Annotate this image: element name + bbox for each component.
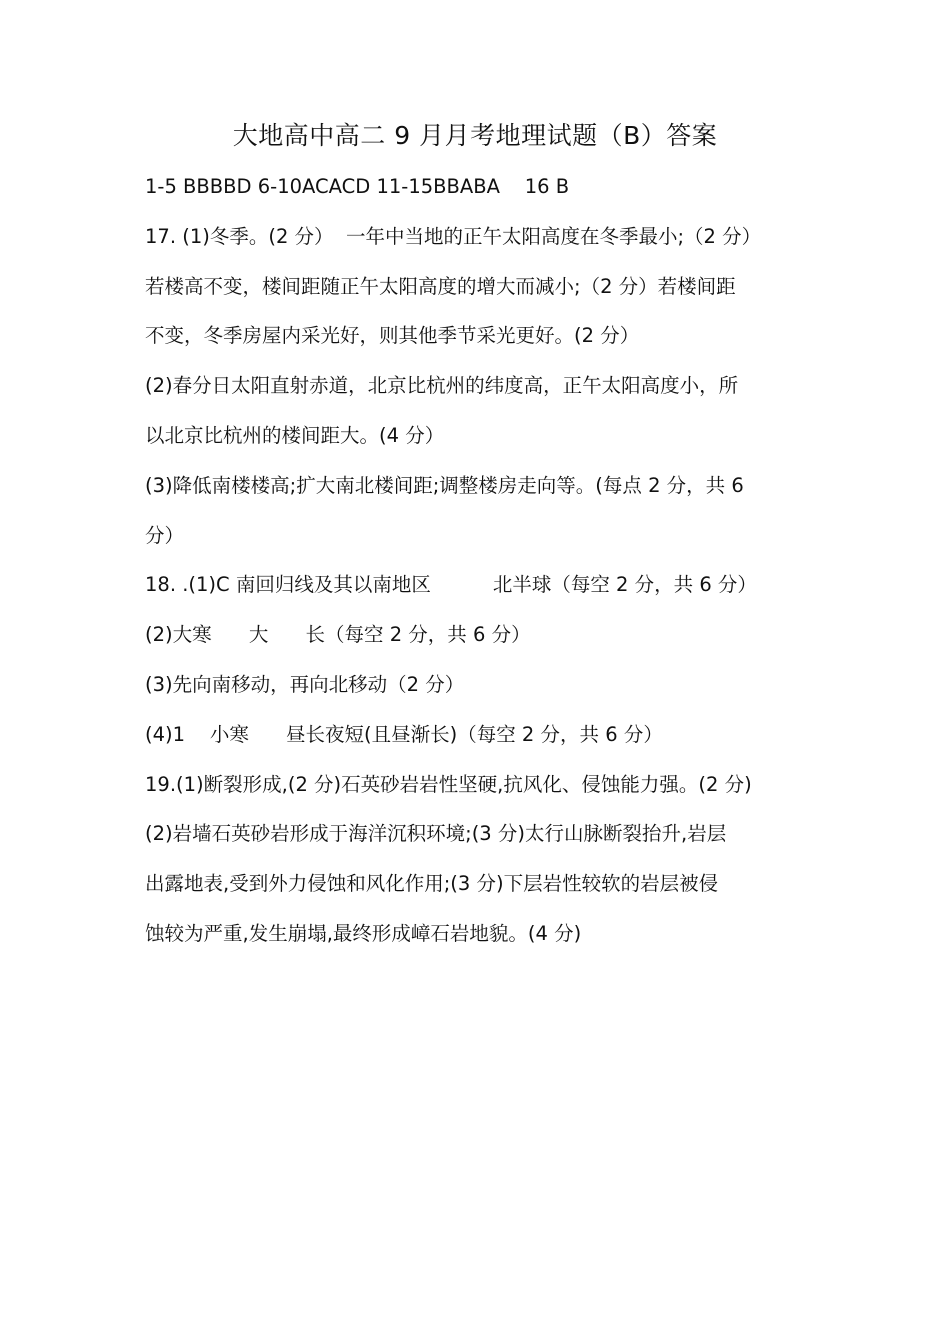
answer-line-18-1: 18. .(1)C 南回归线及其以南地区 北半球（每空 2 分，共 6 分） bbox=[145, 573, 757, 597]
answer-line-19-2-end: 蚀较为严重,发生崩塌,最终形成嶂石岩地貌。(4 分) bbox=[145, 921, 582, 945]
answer-line-17-2-end: 以北京比杭州的楼间距大。(4 分） bbox=[145, 423, 445, 447]
answer-line-19-2-cont: 出露地表,受到外力侵蚀和风化作用;(3 分)下层岩性较软的岩层被侵 bbox=[145, 872, 719, 896]
answer-line-17-1-cont: 若楼高不变，楼间距随正午太阳高度的增大而减小;（2 分）若楼间距 bbox=[145, 274, 736, 298]
answer-line-19-2: (2)岩墙石英砂岩形成于海洋沉积环境;(3 分)太行山脉断裂抬升,岩层 bbox=[145, 822, 727, 846]
answer-line-19-1: 19.(1)断裂形成,(2 分)石英砂岩岩性坚硬,抗风化、侵蚀能力强。(2 分) bbox=[145, 772, 752, 796]
answer-line-18-2: (2)大寒 大 长（每空 2 分，共 6 分） bbox=[145, 623, 531, 647]
answer-line-18-4: (4)1 小寒 昼长夜短(且昼渐长)（每空 2 分，共 6 分） bbox=[145, 722, 663, 746]
answer-body bbox=[145, 170, 825, 967]
answer-line-17-3-end: 分） bbox=[145, 523, 185, 547]
document-title: 大地高中高二 9 月月考地理试题（B）答案 bbox=[232, 121, 718, 150]
answer-line-18-3: (3)先向南移动，再向北移动（2 分） bbox=[145, 672, 465, 696]
answer-line-17-1-end: 不变，冬季房屋内采光好，则其他季节采光更好。(2 分） bbox=[145, 324, 640, 348]
answer-line-17-2: (2)春分日太阳直射赤道，北京比杭州的纬度高，正午太阳高度小，所 bbox=[145, 374, 739, 398]
answer-line-17-3: (3)降低南楼楼高;扩大南北楼间距;调整楼房走向等。(每点 2 分，共 6 bbox=[145, 473, 744, 497]
answer-line-mc: 1-5 BBBBD 6-10ACACD 11-15BBABA 16 B bbox=[145, 175, 570, 198]
answer-line-17-1: 17. (1)冬季。(2 分） 一年中当地的正午太阳高度在冬季最小;（2 分） bbox=[145, 224, 762, 248]
